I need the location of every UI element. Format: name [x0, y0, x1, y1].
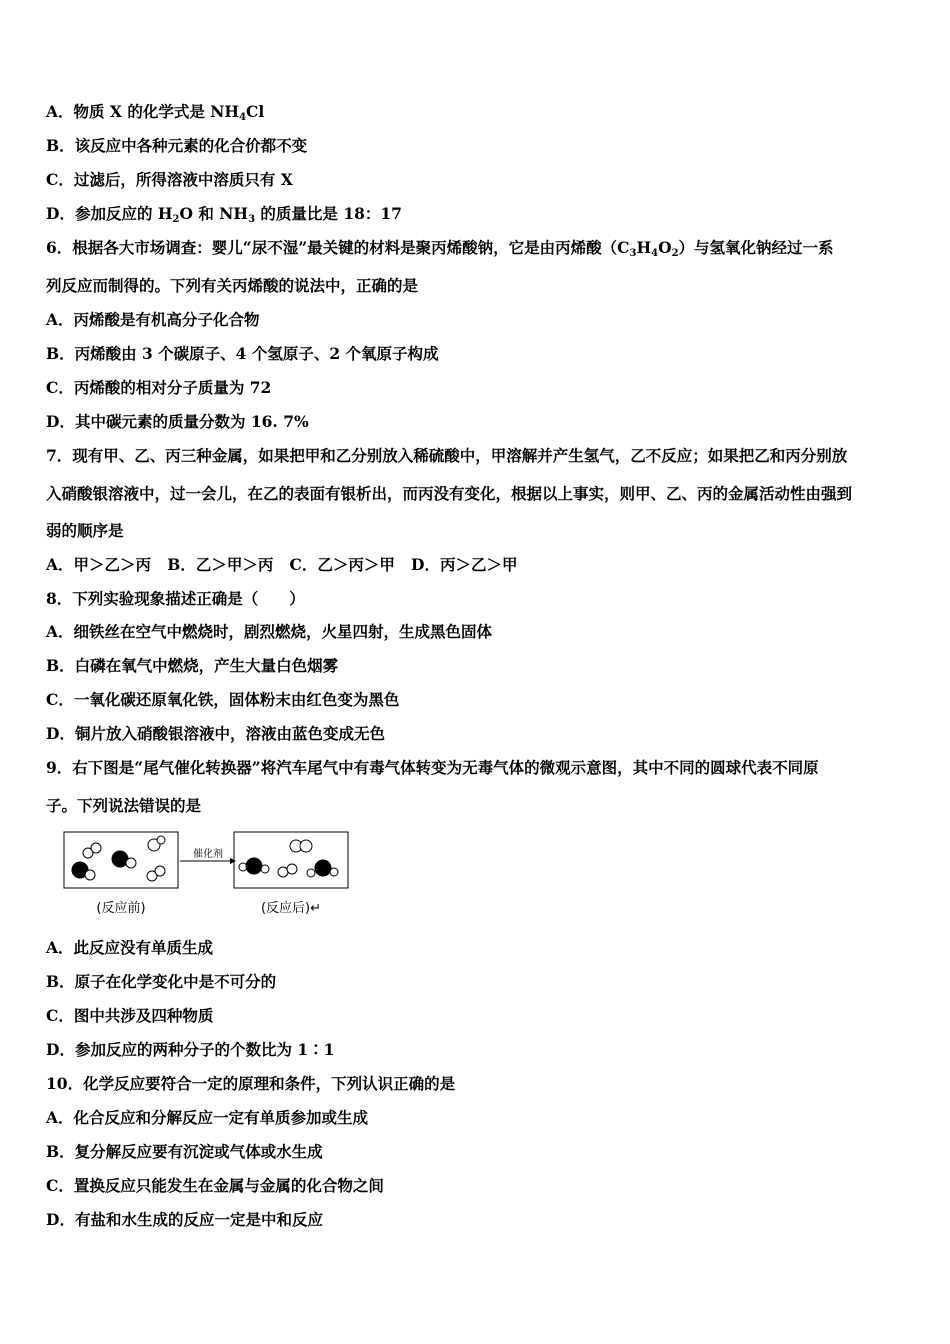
q10-option-b: B．复分解反应要有沉淀或气体或水生成 [46, 1142, 323, 1161]
q7-stem-line3: 弱的顺序是 [46, 521, 124, 540]
q6-option-a: A．丙烯酸是有机高分子化合物 [46, 310, 260, 329]
q9-option-b: B．原子在化学变化中是不可分的 [46, 972, 277, 991]
after-label: (反应后)↵ [260, 901, 322, 916]
q8-option-d: D．铜片放入硝酸银溶液中，溶液由蓝色变成无色 [46, 724, 385, 743]
before-molecules [72, 836, 165, 881]
q10-option-c: C．置换反应只能发生在金属与金属的化合物之间 [46, 1176, 384, 1195]
q5-option-b: B．该反应中各种元素的化合价都不变 [46, 136, 308, 155]
q9-option-c: C．图中共涉及四种物质 [46, 1006, 214, 1025]
q10-stem: 10．化学反应要符合一定的原理和条件，下列认识正确的是 [46, 1074, 456, 1093]
q8-stem: 8．下列实验现象描述正确是（ ） [46, 589, 305, 608]
q6-option-c: C．丙烯酸的相对分子质量为 72 [46, 378, 272, 397]
q10-option-a: A．化合反应和分解反应一定有单质参加或生成 [46, 1108, 369, 1127]
q9-option-a: A．此反应没有单质生成 [46, 938, 214, 957]
q6-stem-line2: 列反应而制得的。下列有关丙烯酸的说法中，正确的是 [46, 276, 419, 295]
after-molecules [239, 840, 338, 877]
q6-stem-line1: 6．根据各大市场调查：婴儿“尿不湿”最关键的材料是聚丙烯酸钠，它是由丙烯酸$(C_3H_4O_2)$与氢氧化钠经过一系 [46, 238, 834, 259]
q8-option-b: B．白磷在氧气中燃烧，产生大量白色烟雾 [46, 656, 339, 675]
q6-option-b: B．丙烯酸由 3 个碳原子、4 个氢原子、2 个氧原子构成 [46, 344, 439, 363]
q9-stem-line2: 子。下列说法错误的是 [46, 796, 202, 815]
q9-option-d: D．参加反应的两种分子的个数比为 1∶1 [46, 1040, 335, 1059]
q8-option-c: C．一氧化碳还原氧化铁，固体粉末由红色变为黑色 [46, 690, 400, 709]
q10-option-d: D．有盐和水生成的反应一定是中和反应 [46, 1210, 323, 1229]
q9-stem-line1: 9．右下图是“尾气催化转换器”将汽车尾气中有毒气体转变为无毒气体的微观示意图，其中不同的圆球代表不同原 [46, 758, 819, 777]
q5-option-a: A．物质 X 的化学式是 $NH_4Cl$ [46, 102, 265, 123]
q6-option-d: D．其中碳元素的质量分数为 16. 7% [46, 412, 309, 431]
q5-option-d: D．参加反应的 $H_2O$ 和 $NH_3$ 的质量比是 18：17 [46, 204, 402, 225]
q7-stem-line1: 7．现有甲、乙、丙三种金属，如果把甲和乙分别放入稀硫酸中，甲溶解并产生氢气，乙不反应；如果把乙和丙分别放 [46, 446, 848, 465]
q8-option-a: A．细铁丝在空气中燃烧时，剧烈燃烧，火星四射，生成黑色固体 [46, 622, 493, 641]
catalyst-label: 催化剂 [193, 849, 223, 860]
arrow-head [230, 858, 236, 864]
q7-options: A．甲＞乙＞丙 B．乙＞甲＞丙 C．乙＞丙＞甲 D．丙＞乙＞甲 [46, 555, 518, 574]
q5-option-c: C．过滤后，所得溶液中溶质只有 X [46, 170, 293, 189]
before-label: (反应前) [96, 901, 146, 916]
q7-stem-line2: 入硝酸银溶液中，过一会儿，在乙的表面有银析出，而丙没有变化，根据以上事实，则甲、乙、丙的金属活动性由强到 [46, 484, 853, 503]
reaction-diagram [62, 830, 352, 918]
